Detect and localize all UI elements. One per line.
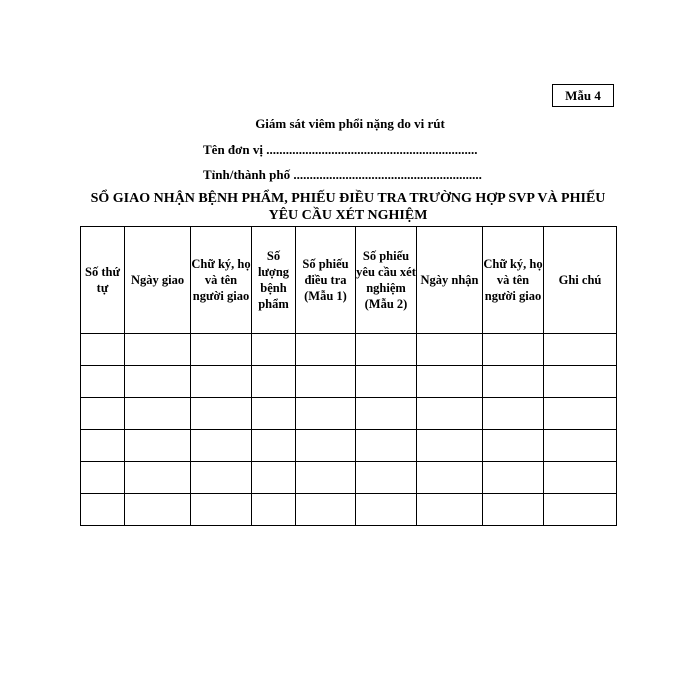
- form-code: Mẫu 4: [565, 87, 601, 103]
- table-cell: [417, 430, 483, 462]
- table-row: [81, 398, 617, 430]
- column-header: Số phiếu điều tra (Mẫu 1): [296, 227, 356, 334]
- table-cell: [81, 398, 125, 430]
- column-header: Chữ ký, họ và tên người giao: [483, 227, 544, 334]
- column-header: Chữ ký, họ và tên người giao: [191, 227, 252, 334]
- table-cell: [356, 430, 417, 462]
- table-cell: [125, 462, 191, 494]
- unit-dots: .................................................................: [266, 142, 478, 157]
- table-cell: [81, 334, 125, 366]
- table-cell: [483, 398, 544, 430]
- table-cell: [125, 494, 191, 526]
- table-cell: [81, 494, 125, 526]
- unit-name-line: [203, 142, 477, 158]
- table-cell: [417, 398, 483, 430]
- ledger-heading: SỔ GIAO NHẬN BỆNH PHẨM, PHIẾU ĐIỀU TRA TRƯỜNG HỢP SVP VÀ PHIẾU YÊU CẦU XÉT NGHIỆM: [90, 191, 606, 223]
- table-cell: [252, 462, 296, 494]
- table-cell: [417, 366, 483, 398]
- table-cell: [191, 462, 252, 494]
- table-cell: [356, 334, 417, 366]
- form-code-box: [552, 84, 614, 107]
- column-header: Số phiếu yêu cầu xét nghiệm (Mẫu 2): [356, 227, 417, 334]
- table-cell: [252, 430, 296, 462]
- table-row: [81, 366, 617, 398]
- table-cell: [296, 430, 356, 462]
- table-cell: [544, 398, 617, 430]
- table-cell: [296, 366, 356, 398]
- table-cell: [544, 334, 617, 366]
- column-header: Số thứ tự: [81, 227, 125, 334]
- province-dots: ..........................................................: [293, 167, 482, 182]
- table-cell: [356, 366, 417, 398]
- table-cell: [417, 494, 483, 526]
- table-row: [81, 494, 617, 526]
- table-row: [81, 430, 617, 462]
- table-cell: [125, 430, 191, 462]
- table-cell: [191, 366, 252, 398]
- province-line: [203, 167, 482, 183]
- document-title: Giám sát viêm phổi nặng do vi rút: [255, 116, 445, 131]
- table-cell: [81, 366, 125, 398]
- table-cell: [191, 398, 252, 430]
- table-row: [81, 462, 617, 494]
- table-cell: [356, 398, 417, 430]
- unit-label: Tên đơn vị: [203, 142, 263, 157]
- column-header: Số lượng bệnh phẩm: [252, 227, 296, 334]
- table-cell: [296, 334, 356, 366]
- table-cell: [483, 494, 544, 526]
- table-cell: [191, 334, 252, 366]
- table-cell: [544, 366, 617, 398]
- table-cell: [191, 494, 252, 526]
- table-cell: [125, 398, 191, 430]
- table-cell: [356, 494, 417, 526]
- ledger-body: [81, 334, 617, 526]
- table-cell: [483, 334, 544, 366]
- table-cell: [296, 398, 356, 430]
- province-label: Tỉnh/thành phố: [203, 167, 291, 182]
- table-cell: [81, 462, 125, 494]
- table-cell: [81, 430, 125, 462]
- table-cell: [296, 494, 356, 526]
- table-cell: [544, 430, 617, 462]
- table-cell: [252, 366, 296, 398]
- table-cell: [417, 334, 483, 366]
- table-cell: [483, 366, 544, 398]
- table-cell: [544, 462, 617, 494]
- table-cell: [356, 462, 417, 494]
- table-row: [81, 334, 617, 366]
- header-row: [81, 227, 617, 334]
- table-cell: [125, 334, 191, 366]
- table-cell: [417, 462, 483, 494]
- column-header: Ngày giao: [125, 227, 191, 334]
- table-cell: [483, 462, 544, 494]
- table-cell: [252, 494, 296, 526]
- table-cell: [483, 430, 544, 462]
- table-cell: [191, 430, 252, 462]
- table-cell: [125, 366, 191, 398]
- ledger-table: [80, 226, 617, 526]
- column-header: Ghi chú: [544, 227, 617, 334]
- column-header: Ngày nhận: [417, 227, 483, 334]
- table-cell: [544, 494, 617, 526]
- table-cell: [252, 334, 296, 366]
- table-cell: [252, 398, 296, 430]
- table-cell: [296, 462, 356, 494]
